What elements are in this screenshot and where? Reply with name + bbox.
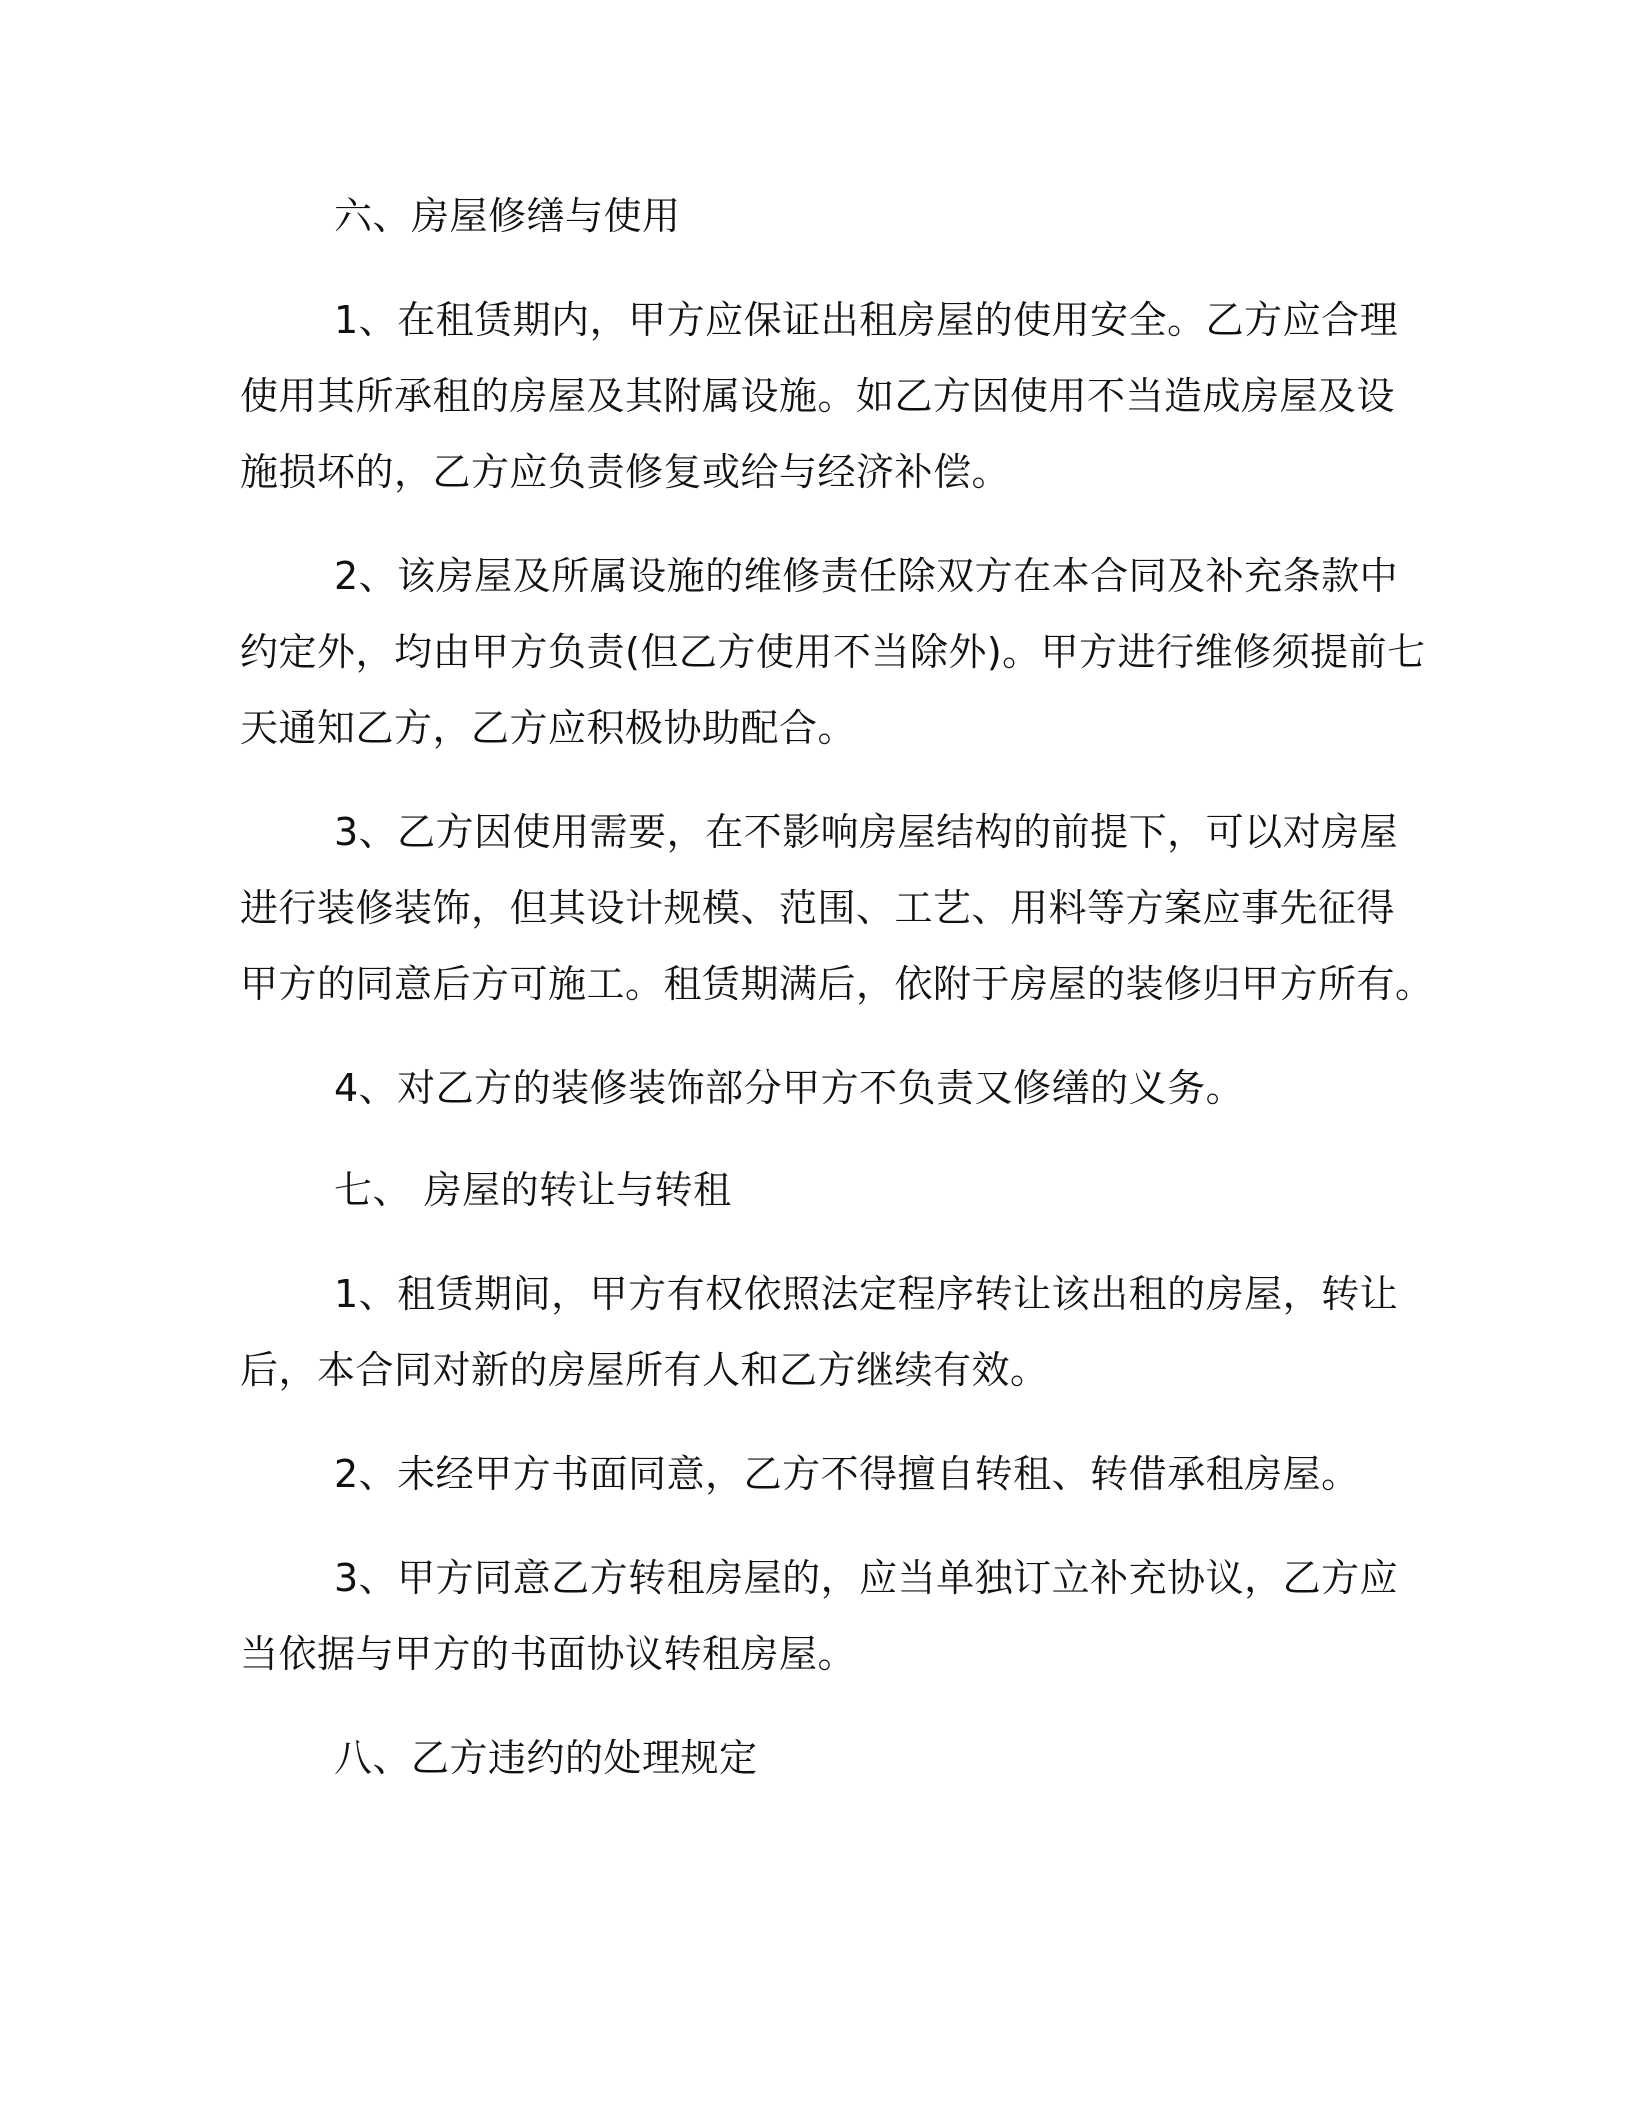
paragraph-line: 2、该房屋及所属设施的维修责任除双方在本合同及补充条款中 [334,554,1399,598]
paragraph-line: 1、租赁期间，甲方有权依照法定程序转让该出租的房屋，转让 [334,1272,1399,1316]
paragraph-line: 进行装修装饰，但其设计规模、范围、工艺、用料等方案应事先征得 [240,886,1396,930]
paragraph-line: 3、甲方同意乙方转租房屋的，应当单独订立补充协议，乙方应 [334,1556,1399,1600]
section-heading-7: 七、 房屋的转让与转租 [334,1168,732,1212]
paragraph-line: 当依据与甲方的书面协议转租房屋。 [240,1632,857,1676]
paragraph-line: 4、对乙方的装修装饰部分甲方不负责又修缮的义务。 [334,1066,1245,1110]
paragraph-line: 天通知乙方，乙方应积极协助配合。 [240,706,857,750]
section-heading-8: 八、乙方违约的处理规定 [334,1736,758,1780]
paragraph-line: 1、在租赁期内，甲方应保证出租房屋的使用安全。乙方应合理 [334,298,1399,342]
paragraph-line: 使用其所承租的房屋及其附属设施。如乙方因使用不当造成房屋及设 [240,374,1396,418]
section-heading-6: 六、房屋修缮与使用 [334,194,681,238]
paragraph-line: 甲方的同意后方可施工。租赁期满后，依附于房屋的装修归甲方所有。 [240,962,1434,1006]
paragraph-line: 约定外，均由甲方负责(但乙方使用不当除外)。甲方进行维修须提前七 [240,630,1426,674]
paragraph-line: 3、乙方因使用需要，在不影响房屋结构的前提下，可以对房屋 [334,810,1399,854]
paragraph-line: 2、未经甲方书面同意，乙方不得擅自转租、转借承租房屋。 [334,1452,1360,1496]
paragraph-line: 后，本合同对新的房屋所有人和乙方继续有效。 [240,1348,1049,1392]
paragraph-line: 施损坏的，乙方应负责修复或给与经济补偿。 [240,450,1011,494]
